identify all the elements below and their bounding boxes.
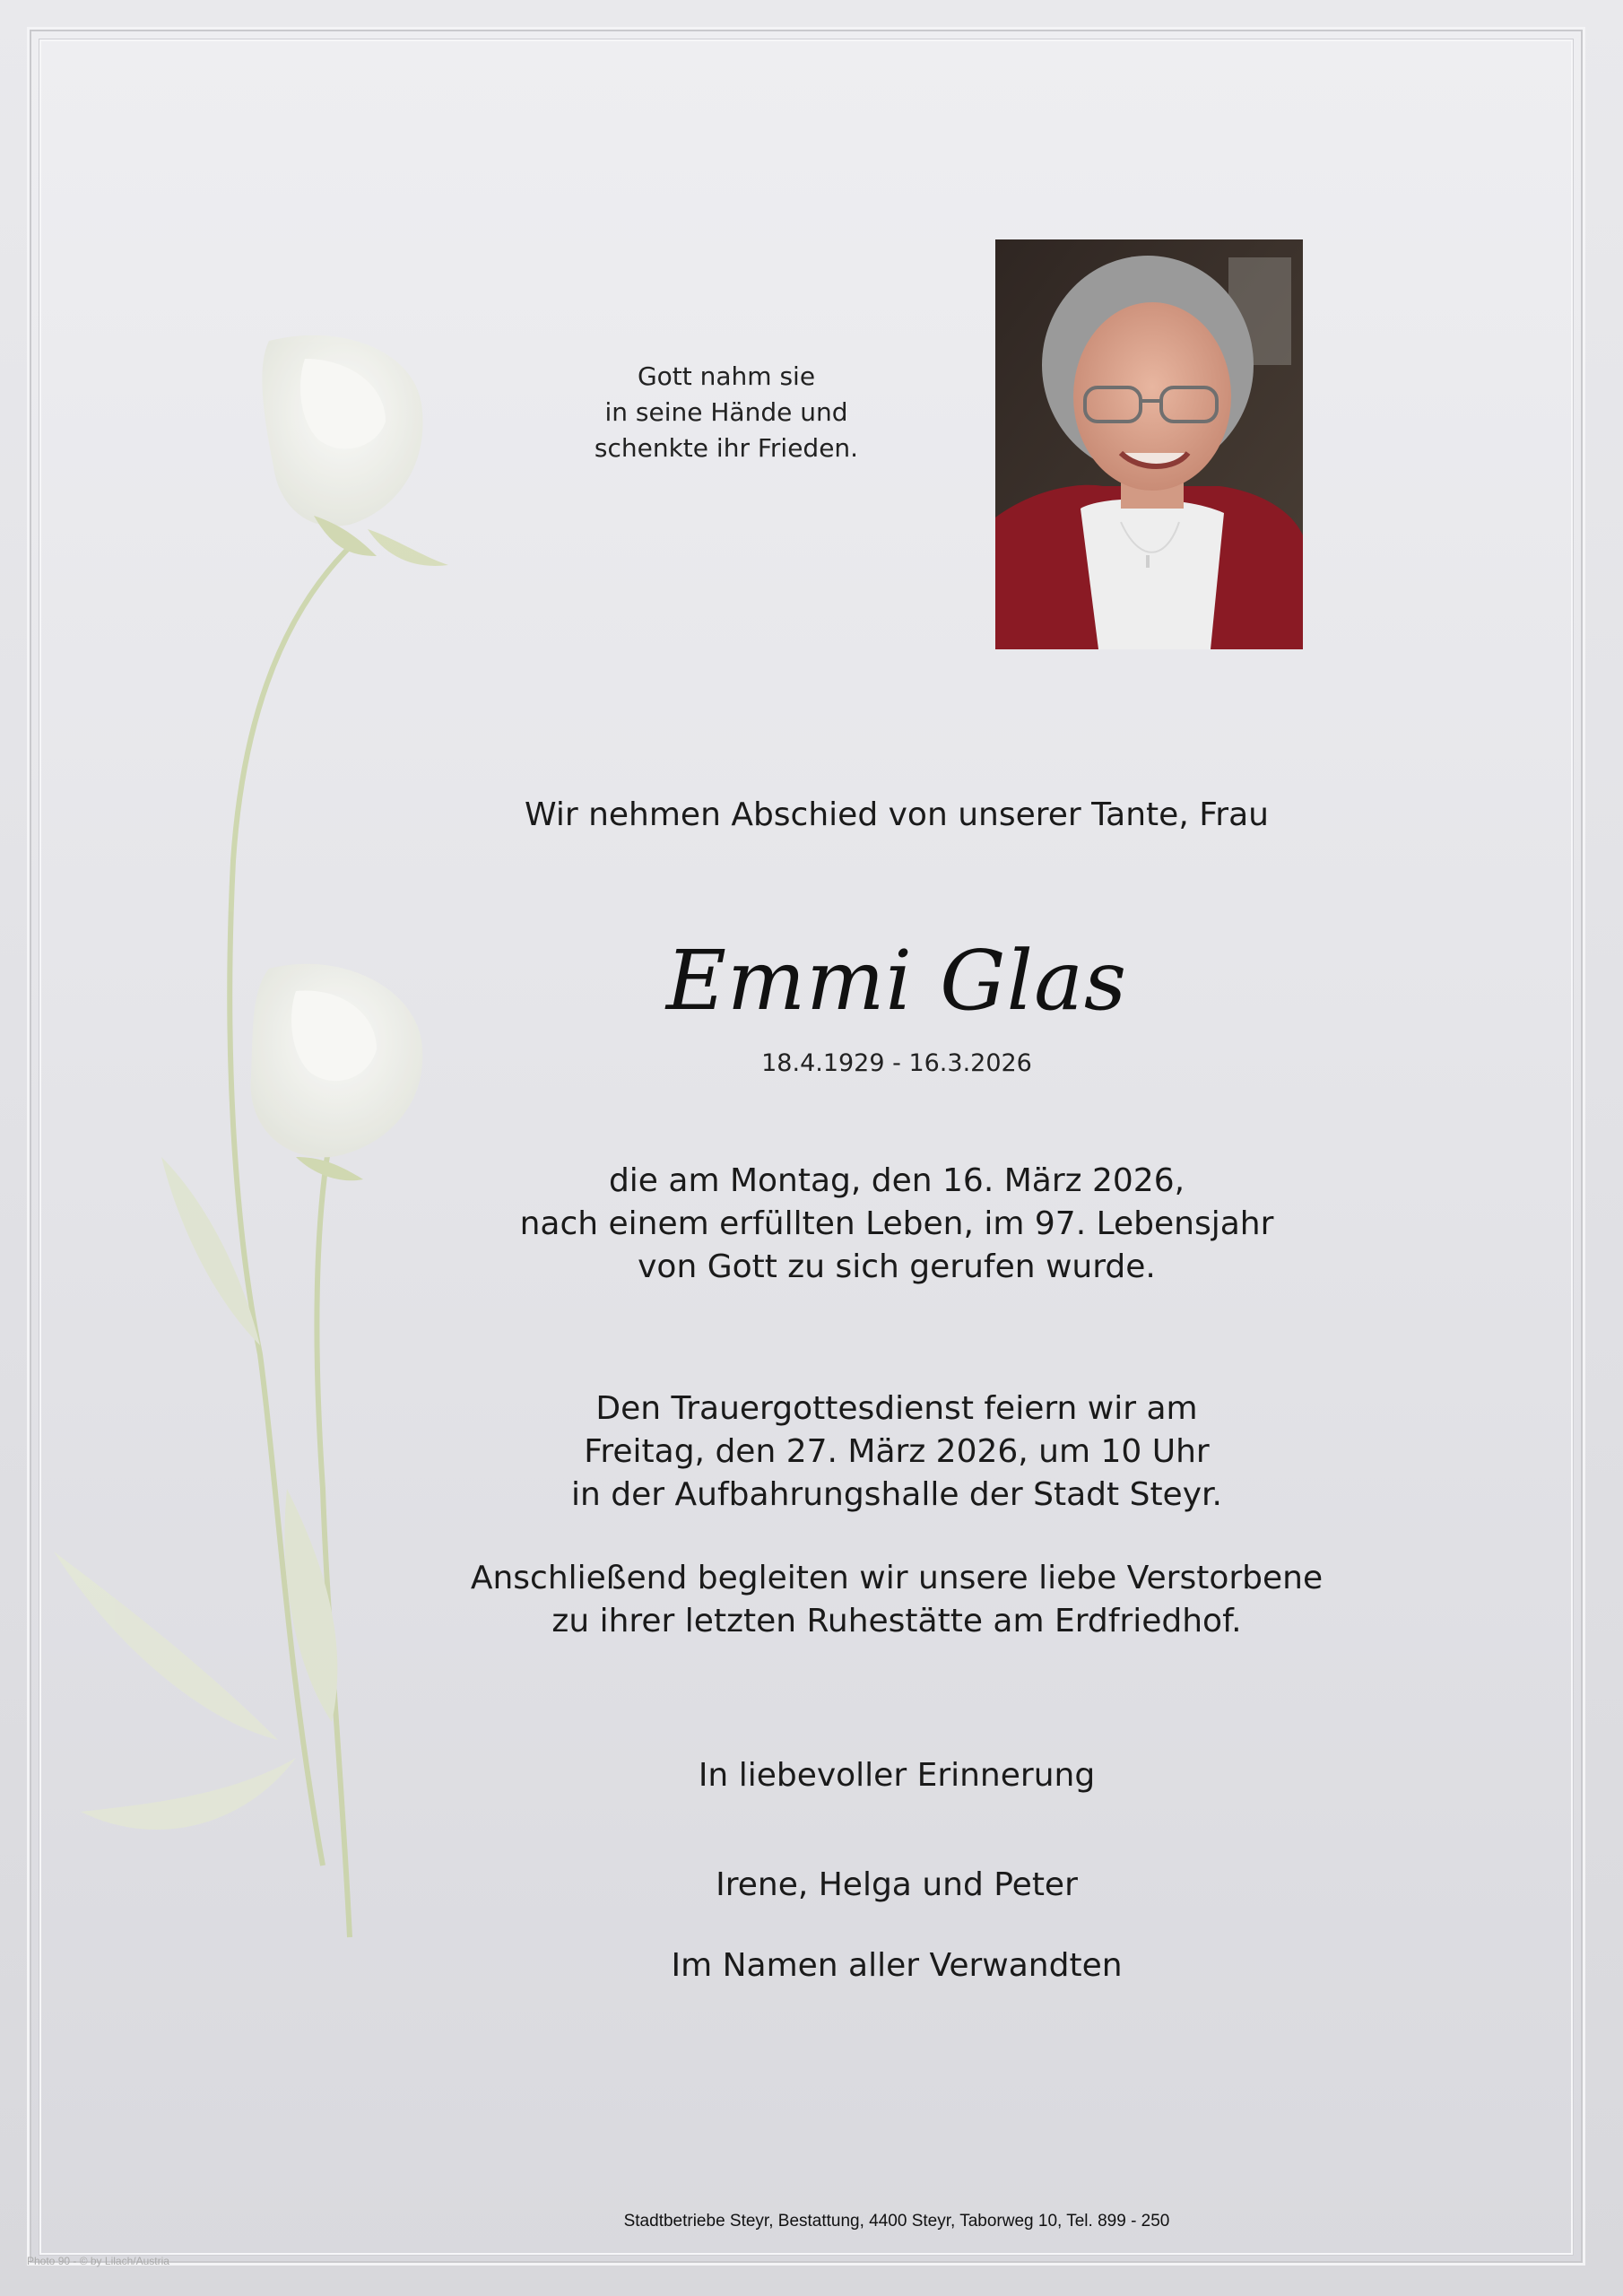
- portrait-photo: [995, 239, 1303, 649]
- photo-credit: Photo 90 - © by Lilach/Austria: [27, 2255, 169, 2267]
- burial-line-1: Anschließend begleiten wir unsere liebe Verstorbene: [470, 1560, 1324, 1596]
- service-line-2: Freitag, den 27. März 2026, um 10 Uhr: [584, 1433, 1210, 1470]
- verse: [565, 359, 888, 466]
- death-notice-line-3: von Gott zu sich gerufen wurde.: [638, 1248, 1156, 1285]
- service-line-1: Den Trauergottesdienst feiern wir am: [595, 1390, 1198, 1427]
- mourners: Irene, Helga und Peter: [716, 1866, 1078, 1903]
- service-line-3: in der Aufbahrungshalle der Stadt Steyr.: [571, 1476, 1222, 1513]
- verse-line-3: schenkte ihr Frieden.: [594, 433, 859, 463]
- deceased-name: Emmi Glas: [665, 933, 1128, 1029]
- closing-line: In liebevoller Erinnerung: [698, 1757, 1096, 1794]
- life-dates: 18.4.1929 - 16.3.2026: [761, 1049, 1032, 1077]
- service-info: [359, 1387, 1435, 1517]
- intro-line: Wir nehmen Abschied von unserer Tante, Frau: [525, 796, 1269, 833]
- death-notice-line-2: nach einem erfüllten Leben, im 97. Lebensjahr: [519, 1205, 1274, 1242]
- burial-info: [359, 1557, 1435, 1643]
- burial-line-2: zu ihrer letzten Ruhestätte am Erdfriedhof.: [551, 1603, 1242, 1639]
- verse-line-1: Gott nahm sie: [637, 361, 816, 391]
- relatives-line: Im Namen aller Verwandten: [671, 1947, 1123, 1984]
- death-notice: [359, 1160, 1435, 1289]
- funeral-home-footer: Stadtbetriebe Steyr, Bestattung, 4400 Steyr, Taborweg 10, Tel. 899 - 250: [623, 2212, 1170, 2231]
- death-notice-line-1: die am Montag, den 16. März 2026,: [608, 1162, 1185, 1199]
- verse-line-2: in seine Hände und: [604, 397, 848, 427]
